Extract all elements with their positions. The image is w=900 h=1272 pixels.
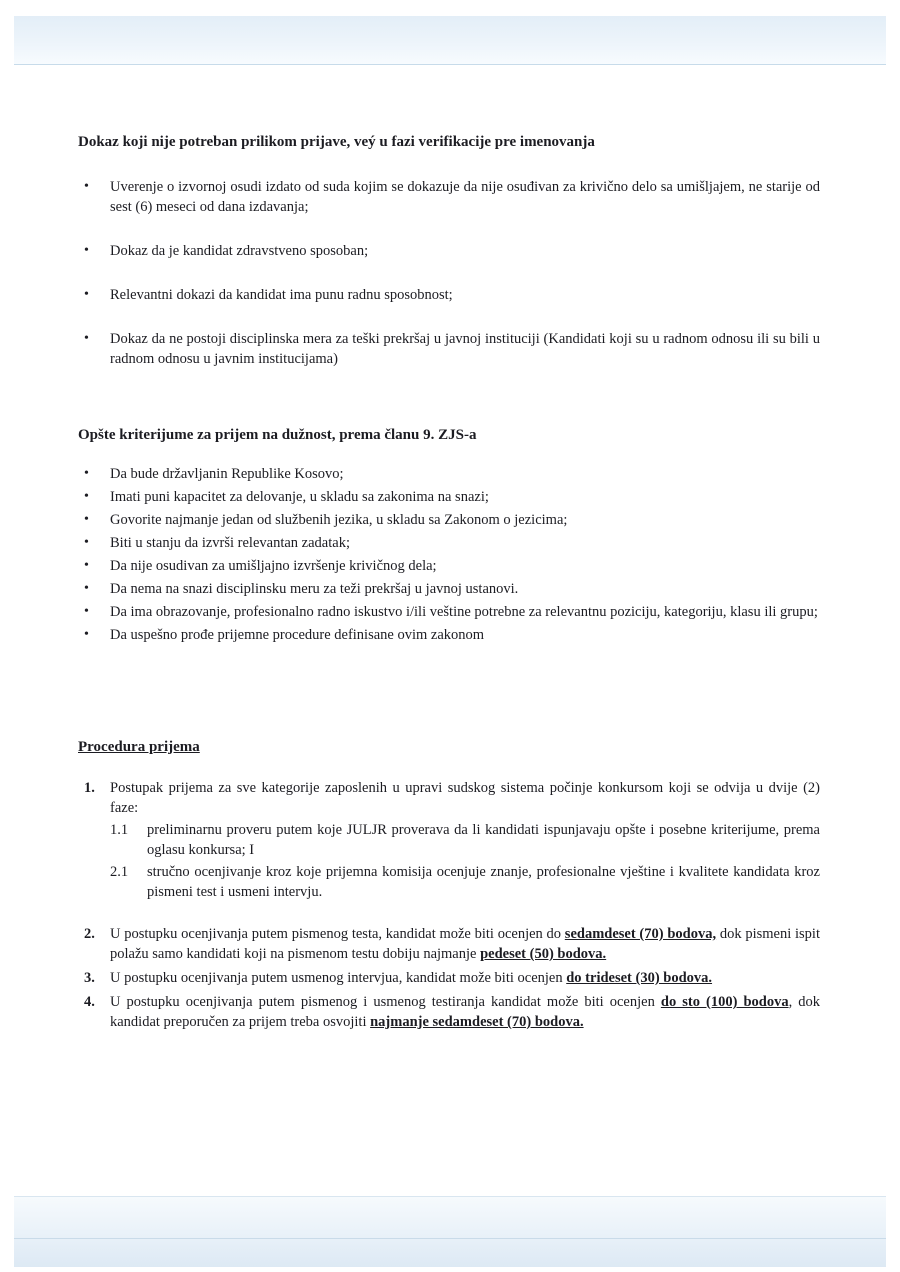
bottom-scan-band (14, 1196, 886, 1267)
emphasis-points: do trideset (30) bodova. (566, 970, 713, 986)
emphasis-points: do sto (100) bodova (660, 994, 789, 1010)
step-number: 3. (84, 970, 95, 986)
top-scan-band (14, 16, 886, 65)
step-number: 1. (84, 780, 95, 796)
bottom-divider (14, 1238, 886, 1239)
list-item: • Biti u stanju da izvrši relevantan zadatak; (78, 533, 820, 553)
emphasis-points: najmanje sedamdeset (70) bodova. (370, 1014, 584, 1030)
list-item: • Da uspešno prođe prijemne procedure definisane ovim zakonom (78, 625, 820, 645)
list-item: • Imati puni kapacitet za delovanje, u skladu sa zakonima na snazi; (78, 487, 820, 507)
section2-list (78, 464, 820, 648)
list-item: • Dokaz da je kandidat zdravstveno sposoban; (78, 241, 820, 261)
section2-heading: Opšte kriterijume za prijem na dužnost, prema članu 9. ZJS-a (78, 427, 477, 443)
procedure-step-2 (78, 924, 820, 964)
list-item: • Uverenje o izvornoj osudi izdato od suda kojim se dokazuje da nije osuđivan za krivično delo sa umišljajem, ne starije od sest (6) meseci od dana izdavanja; (78, 177, 820, 217)
step-text: U postupku ocenjivanja putem pismenog i usmenog testiranja kandidat može biti ocenjen (110, 994, 661, 1010)
procedure-step-3 (78, 968, 820, 988)
step-text: dok pismeni ispit polažu samo kandidati koji na pismenom testu dobiju najmanje (110, 926, 820, 962)
substep-1-1 (110, 820, 820, 860)
substep-2-1 (110, 862, 820, 902)
step-number: 2. (84, 926, 95, 942)
step-text: Postupak prijema za sve kategorije zaposlenih u upravi sudskog sistema počinje konkursom koji se odvija u dvije (2) faze: (110, 780, 820, 816)
substep-text: preliminarnu proveru putem koje JULJR proverava da li kandidati ispunjavaju opšte i posebne kriterijume, prema oglasu konkursa; I (147, 822, 820, 858)
list-item: • Dokaz da ne postoji disciplinska mera za teški prekršaj u javnoj instituciji (Kandidati koji su u radnom odnosu ili su bili u radnom odnosu u javnim institucijama) (78, 329, 820, 369)
list-item: • Da nema na snazi disciplinsku meru za teži prekršaj u javnoj ustanovi. (78, 579, 820, 599)
procedure-list (78, 778, 820, 1032)
step-number: 4. (84, 994, 95, 1010)
list-item: • Da ima obrazovanje, profesionalno radno iskustvo i/ili veštine potrebne za relevantnu poziciju, kategoriju, klasu ili grupu; (78, 602, 820, 622)
emphasis-points: pedeset (50) bodova. (480, 946, 607, 962)
section3-heading: Procedura prijema (78, 739, 200, 755)
substep-number: 1.1 (110, 822, 129, 838)
section1-heading: Dokaz koji nije potreban prilikom prijave, veý u fazi verifikacije pre imenovanja (78, 134, 595, 150)
step-text: , dok kandidat preporučen za prijem treba osvojiti (110, 994, 820, 1030)
procedure-step-1 (78, 778, 820, 902)
section1-list (78, 177, 820, 393)
step-text: U postupku ocenjivanja putem pismenog testa, kandidat može biti ocenjen do (110, 926, 565, 942)
list-item: • Da bude državljanin Republike Kosovo; (78, 464, 820, 484)
substep-number: 2.1 (110, 864, 129, 880)
emphasis-points: sedamdeset (70) bodova, (564, 926, 717, 942)
list-item: • Govorite najmanje jedan od službenih jezika, u skladu sa Zakonom o jezicima; (78, 510, 820, 530)
list-item: • Da nije osudivan za umišljajno izvršenje krivičnog dela; (78, 556, 820, 576)
list-item: • Relevantni dokazi da kandidat ima punu radnu sposobnost; (78, 285, 820, 305)
step-text: U postupku ocenjivanja putem usmenog intervjua, kandidat može biti ocenjen (110, 970, 567, 986)
procedure-step-4 (78, 992, 820, 1032)
substep-text: stručno ocenjivanje kroz koje prijemna komisija ocenjuje znanje, profesionalne vještine i kvalitete kandidata kroz pismeni test i usmeni intervju. (147, 864, 820, 900)
